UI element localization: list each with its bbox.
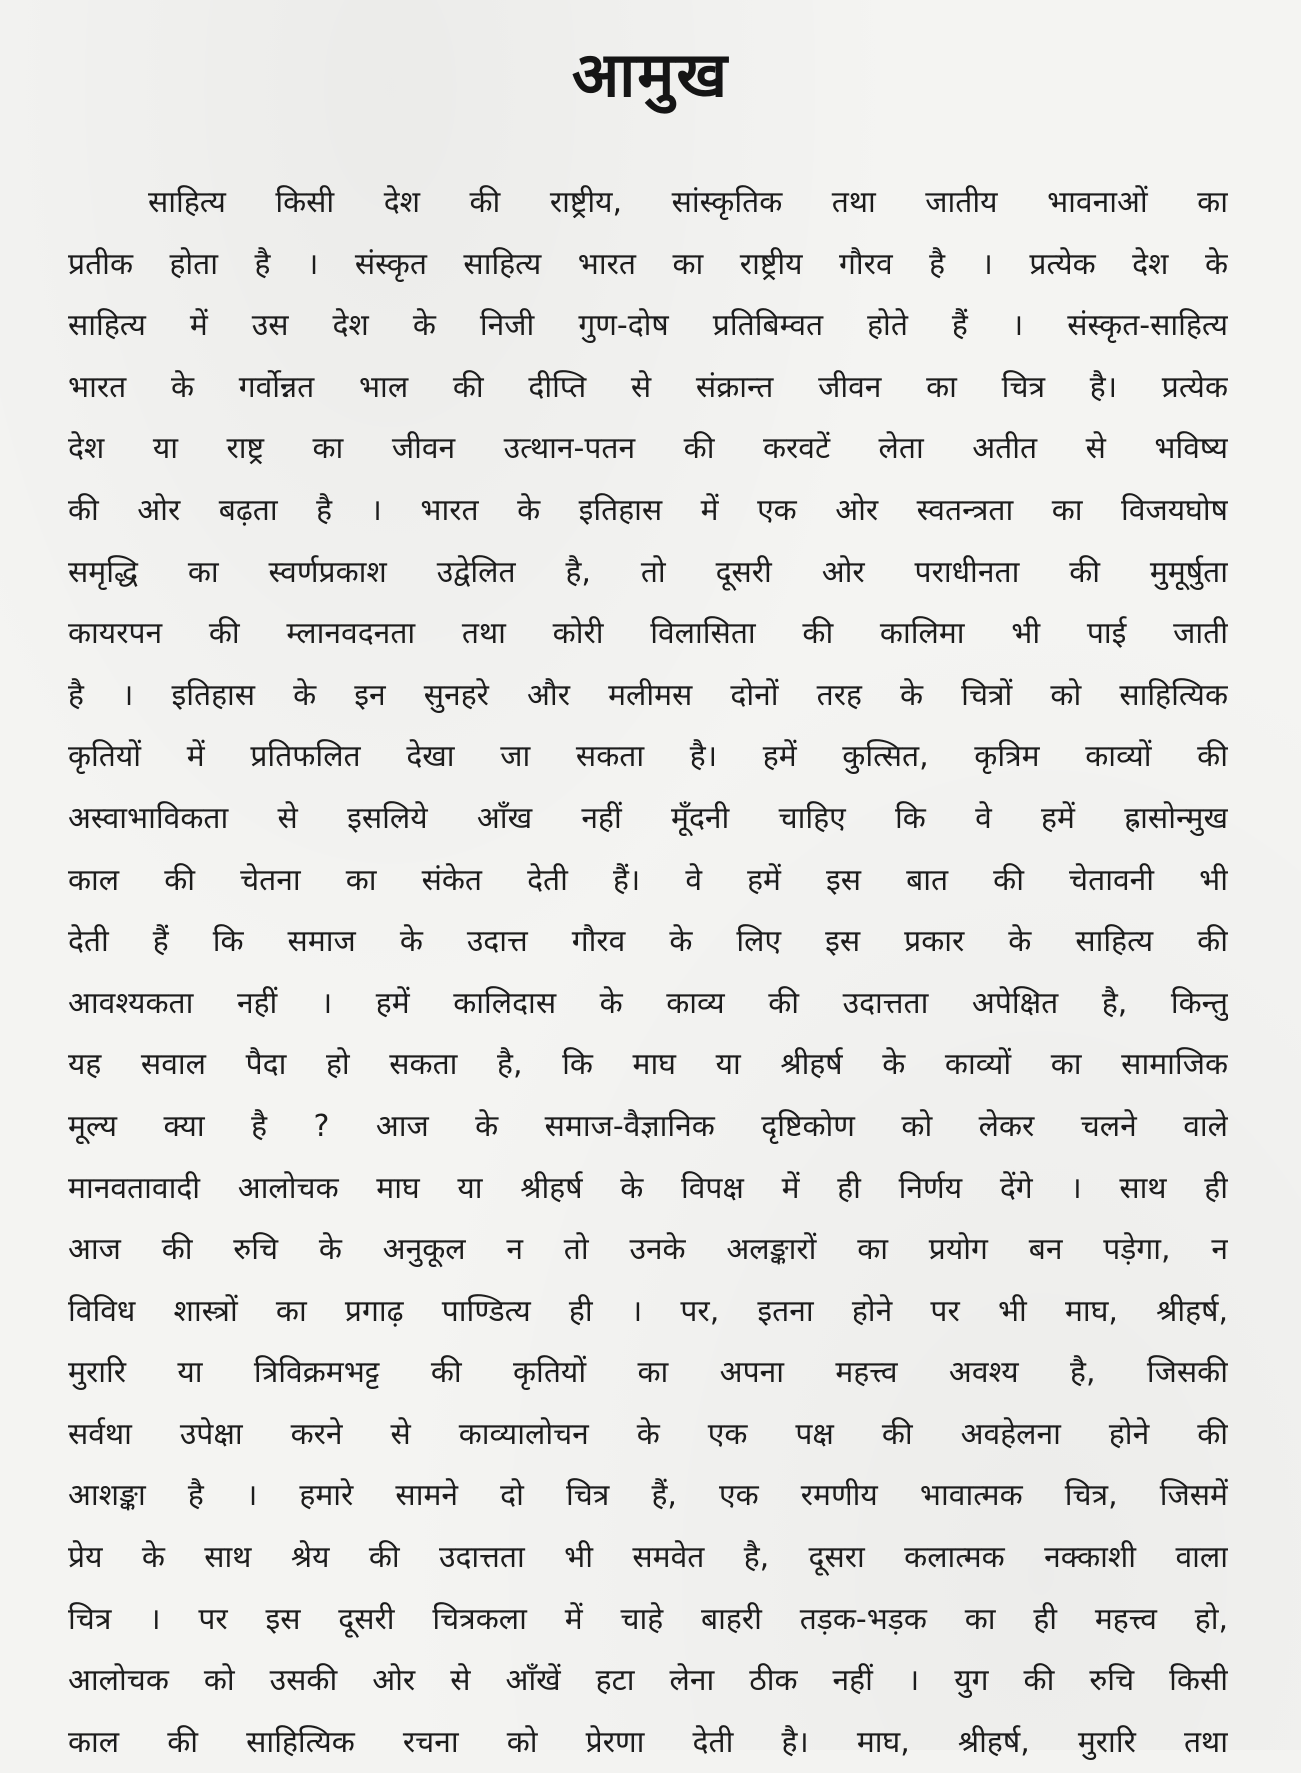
- text-line: मानवतावादी आलोचक माघ या श्रीहर्ष के विपक्ष में ही निर्णय देंगे । साथ ही: [68, 1170, 1228, 1206]
- text-line: साहित्य में उस देश के निजी गुण-दोष प्रतिबिम्वत होते हैं । संस्कृत-साहित्य: [68, 308, 1228, 344]
- text-line: सर्वथा उपेक्षा करने से काव्यालोचन के एक पक्ष की अवहेलना होने की: [68, 1416, 1228, 1452]
- text-line: आशङ्का है । हमारे सामने दो चित्र हैं, एक रमणीय भावात्मक चित्र, जिसमें: [68, 1478, 1228, 1514]
- page-title: आमुख: [571, 38, 730, 111]
- text-line: मुरारि या त्रिविक्रमभट्ट की कृतियों का अपना महत्त्व अवश्य है, जिसकी: [68, 1355, 1228, 1391]
- text-line: समृद्धि का स्वर्णप्रकाश उद्वेलित है, तो दूसरी ओर पराधीनता की मुमूर्षुता: [68, 554, 1228, 590]
- text-line: प्रेय के साथ श्रेय की उदात्तता भी समवेत है, दूसरा कलात्मक नक्काशी वाला: [68, 1540, 1228, 1576]
- text-line: आलोचक को उसकी ओर से आँखें हटा लेना ठीक नहीं । युग की रुचि किसी: [68, 1663, 1228, 1699]
- text-line: यह सवाल पैदा हो सकता है, कि माघ या श्रीहर्ष के काव्यों का सामाजिक: [68, 1047, 1228, 1083]
- text-line: काल की चेतना का संकेत देती हैं। वे हमें इस बात की चेतावनी भी: [68, 862, 1228, 898]
- text-line: कायरपन की म्लानवदनता तथा कोरी विलासिता की कालिमा भी पाई जाती: [68, 616, 1228, 652]
- text-line: मूल्य क्या है ? आज के समाज-वैज्ञानिक दृष्टिकोण को लेकर चलने वाले: [68, 1108, 1228, 1144]
- text-line: की ओर बढ़ता है । भारत के इतिहास में एक ओर स्वतन्त्रता का विजयघोष: [68, 492, 1228, 528]
- text-line: कृतियों में प्रतिफलित देखा जा सकता है। हमें कुत्सित, कृत्रिम काव्यों की: [68, 739, 1228, 775]
- text-line: प्रतीक होता है । संस्कृत साहित्य भारत का राष्ट्रीय गौरव है । प्रत्येक देश के: [68, 246, 1228, 282]
- text-line: चित्र । पर इस दूसरी चित्रकला में चाहे बाहरी तड़क-भड़क का ही महत्त्व हो,: [68, 1601, 1228, 1637]
- text-line: अस्वाभाविकता से इसलिये आँख नहीं मूँदनी चाहिए कि वे हमें ह्रासोन्मुख: [68, 800, 1228, 836]
- text-line: देश या राष्ट्र का जीवन उत्थान-पतन की करवटें लेता अतीत से भविष्य: [68, 431, 1228, 467]
- body-paragraph: [68, 172, 1228, 1773]
- text-line: देती हैं कि समाज के उदात्त गौरव के लिए इस प्रकार के साहित्य की: [68, 924, 1228, 960]
- text-line: है । इतिहास के इन सुनहरे और मलीमस दोनों तरह के चित्रों को साहित्यिक: [68, 677, 1228, 713]
- text-line: विविध शास्त्रों का प्रगाढ़ पाण्डित्य ही । पर, इतना होने पर भी माघ, श्रीहर्ष,: [68, 1293, 1228, 1329]
- text-line: आज की रुचि के अनुकूल न तो उनके अलङ्कारों का प्रयोग बन पड़ेगा, न: [68, 1232, 1228, 1268]
- text-line: साहित्य किसी देश की राष्ट्रीय, सांस्कृतिक तथा जातीय भावनाओं का: [148, 185, 1228, 220]
- text-line: काल की साहित्यिक रचना को प्रेरणा देती है। माघ, श्रीहर्ष, मुरारि तथा: [68, 1724, 1228, 1760]
- text-line: भारत के गर्वोन्नत भाल की दीप्ति से संक्रान्त जीवन का चित्र है। प्रत्येक: [68, 369, 1228, 405]
- text-line: आवश्यकता नहीं । हमें कालिदास के काव्य की उदात्तता अपेक्षित है, किन्तु: [68, 985, 1228, 1021]
